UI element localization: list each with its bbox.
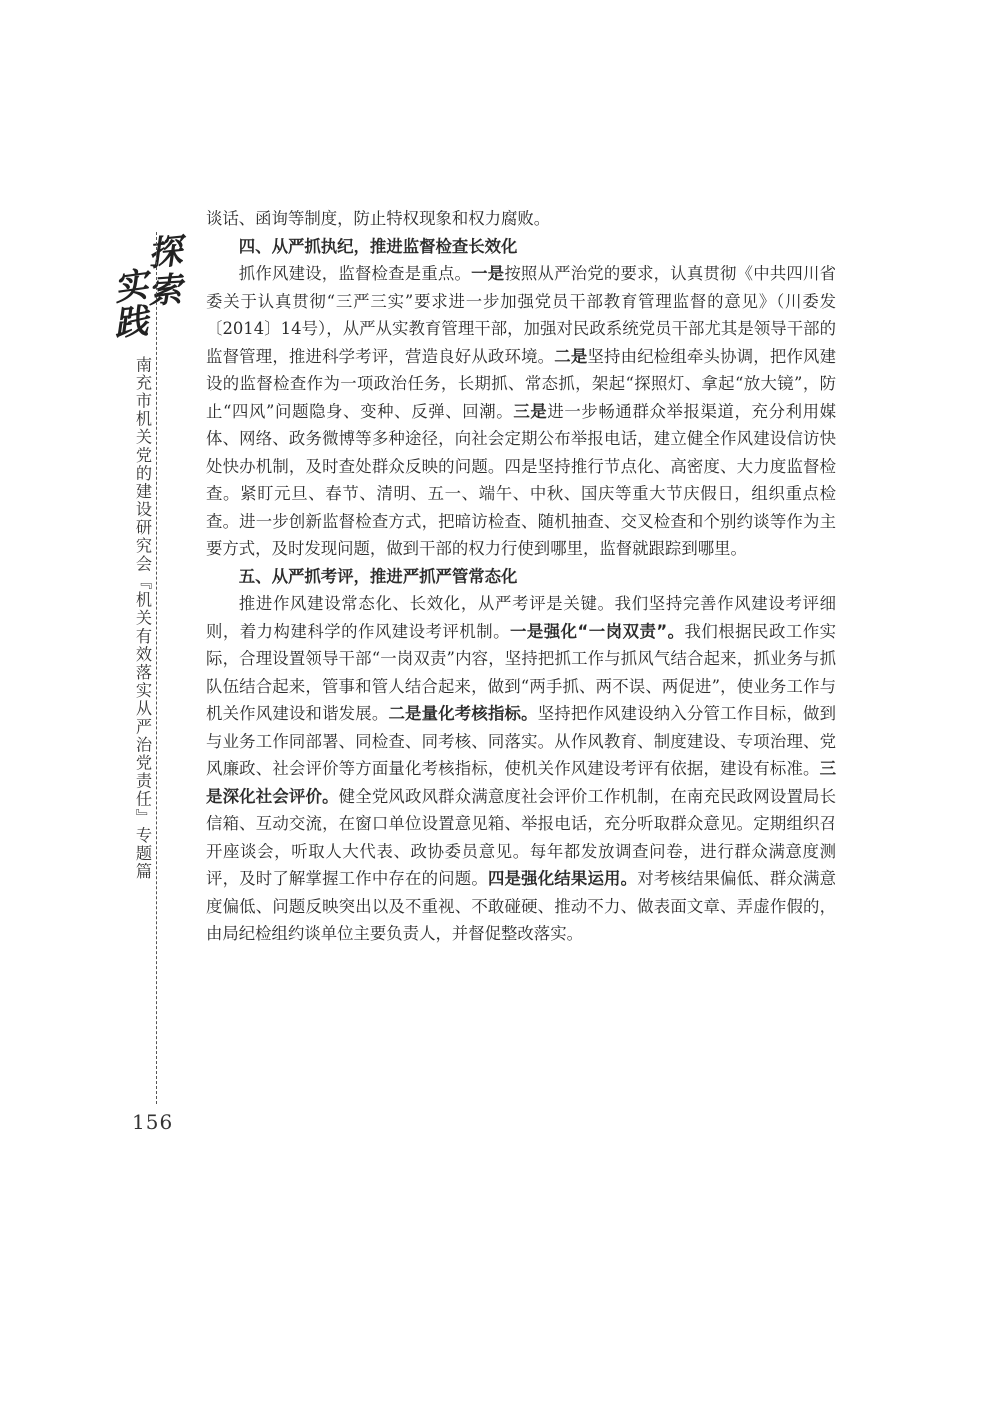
emphasis: 二是量化考核指标。 <box>388 704 538 723</box>
emphasis: 三是深化社会评价。 <box>206 759 836 806</box>
logo-char: 探 <box>146 231 184 275</box>
text-run: 抓作风建设，监督检查是重点。 <box>238 264 472 283</box>
article-body <box>206 205 836 948</box>
paragraph <box>206 260 836 563</box>
column-logo <box>111 231 184 345</box>
emphasis: 一是 <box>471 264 505 283</box>
emphasis: 三是 <box>513 401 548 421</box>
text-run: 对考核结果偏低、群众满意度偏低、问题反映突出以及不重视、不敢碰硬、推动不力、做表面文章、弄虚作假的，由局纪检组约谈单位主要负责人，并督促整改落实。 <box>206 869 837 943</box>
page-number: 156 <box>132 1110 174 1134</box>
text-run: 坚持把作风建设纳入分管工作目标，做到与业务工作同部署、同检查、同考核、同落实。从作风教育、制度建设、专项治理、党风廉政、社会评价等方面量化考核指标，使机关作风建设考评有依据，建设有标准。 <box>206 704 837 778</box>
column-title: 南充市机关党的建设研究会『机关有效落实从严治党责任』专题篇 <box>133 356 152 881</box>
text-run: 按照从严治党的要求，认真贯彻《中共四川省委关于认真贯彻“三严三实”要求进一步加强党员干部教育管理监督的意见》（川委发〔2014〕14号），从严从实教育管理干部，加强对民政系统党员干部尤其是领导干部的监督管理，推进科学考评，营造良好从政环境。 <box>206 264 837 366</box>
logo-char: 索 <box>146 269 184 313</box>
text-run: 我们根据民政工作实际，合理设置领导干部“一岗双责”内容，坚持把抓工作与抓风气结合起来，抓业务与抓队伍结合起来，管事和管人结合起来，做到“两手抓、两不误、两促进”，使业务工作与机关作风建设和谐发展。 <box>206 621 837 723</box>
logo-char: 践 <box>112 301 150 345</box>
section-heading: 四、从严抓执纪，推进监督检查长效化 <box>238 236 518 256</box>
emphasis: 一是强化“一岗双责”。 <box>509 621 685 641</box>
dashed-divider <box>156 232 157 1104</box>
text-run: 推进作风建设常态化、长效化，从严考评是关键。我们坚持完善作风建设考评细则，着力构建科学的作风建设考评机制。 <box>206 594 836 641</box>
section-heading: 五、从严抓考评，推进严抓严管常态化 <box>238 566 518 586</box>
text-run: 健全党风政风群众满意度社会评价工作机制，在南充民政网设置局长信箱、互动交流，在窗口单位设置意见箱、举报电话，充分听取群众意见。定期组织召开座谈会，听取人大代表、政协委员意见。每年都发放调查问卷，进行群众满意度测评，及时了解掌握工作中存在的问题。 <box>206 786 836 888</box>
logo-char: 实 <box>111 264 151 310</box>
paragraph <box>206 590 836 948</box>
text-run: 坚持由纪检组牵头协调，把作风建设的监督检查作为一项政治任务，长期抓、常态抓，架起“探照灯、拿起“放大镜”，防止“四风”问题隐身、变种、反弹、回潮。 <box>206 346 837 421</box>
text-run: 进一步畅通群众举报渠道，充分利用媒体、网络、政务微博等多种途径，向社会定期公布举报电话，建立健全作风建设信访快处快办机制，及时查处群众反映的问题。四是坚持推行节点化、高密度、大力度监督检查。紧盯元旦、春节、清明、五一、端午、中秋、国庆等重大节庆假日，组织重点检查。进一步创新监督检查方式，把暗访检查、随机抽查、交叉检查和个别约谈等作为主要方式，及时发现问题，做到干部的权力行使到哪里，监督就跟踪到哪里。 <box>206 401 837 558</box>
emphasis: 二是 <box>554 346 588 366</box>
paragraph: 谈话、函询等制度，防止特权现象和权力腐败。 <box>206 209 551 228</box>
emphasis: 四是强化结果运用。 <box>487 869 638 888</box>
